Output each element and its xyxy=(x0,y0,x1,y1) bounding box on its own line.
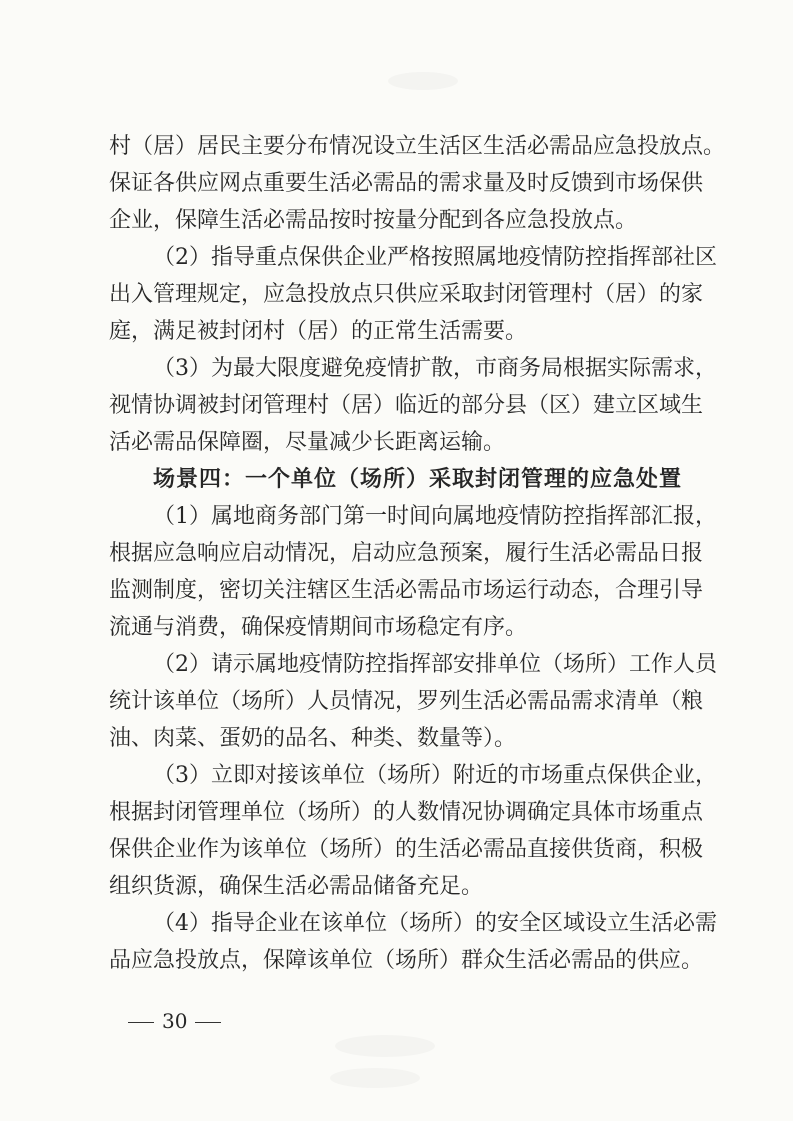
text-line-3: 企业，保障生活必需品按时按量分配到各应急投放点。 xyxy=(109,208,638,233)
scan-mark xyxy=(388,72,458,90)
text-line-7: （3）为最大限度避免疫情扩散，市商务局根据实际需求， xyxy=(153,356,717,381)
text-line-17: 油、肉菜、蛋奶的品名、种类、数量等）。 xyxy=(109,726,517,751)
text-line-13: 监测制度，密切关注辖区生活必需品市场运行动态，合理引导 xyxy=(109,578,704,603)
page-number-value: 30 xyxy=(162,1009,188,1033)
text-line-6: 庭，满足被封闭村（居）的正常生活需要。 xyxy=(109,319,528,344)
text-line-14: 流通与消费，确保疫情期间市场稳定有序。 xyxy=(109,615,528,640)
body-text xyxy=(109,128,726,979)
text-line-4: （2）指导重点保供企业严格按照属地疫情防控指挥部社区 xyxy=(153,245,717,270)
text-line-20: 保供企业作为该单位（场所）的生活必需品直接供货商，积极 xyxy=(109,837,704,862)
section-heading: 场景四：一个单位（场所）采取封闭管理的应急处置 xyxy=(153,467,683,492)
scan-mark xyxy=(330,1068,420,1088)
scan-mark xyxy=(335,1035,435,1057)
text-line-1: 村（居）居民主要分布情况设立生活区生活必需品应急投放点。 xyxy=(109,134,726,159)
text-line-18: （3）立即对接该单位（场所）附近的市场重点保供企业， xyxy=(153,763,717,788)
text-line-12: 根据应急响应启动情况，启动应急预案，履行生活必需品日报 xyxy=(109,541,704,566)
page-number-right-dash xyxy=(195,1022,221,1023)
text-line-5: 出入管理规定，应急投放点只供应采取封闭管理村（居）的家 xyxy=(109,282,704,307)
text-line-2: 保证各供应网点重要生活必需品的需求量及时反馈到市场保供 xyxy=(109,171,704,196)
page-number-left-dash xyxy=(128,1022,154,1023)
text-line-21: 组织货源，确保生活必需品储备充足。 xyxy=(109,874,484,899)
text-line-16: 统计该单位（场所）人员情况，罗列生活必需品需求清单（粮 xyxy=(109,689,704,714)
text-line-9: 活必需品保障圈，尽量减少长距离运输。 xyxy=(109,430,506,455)
text-line-8: 视情协调被封闭管理村（居）临近的部分县（区）建立区域生 xyxy=(109,393,704,418)
text-line-15: （2）请示属地疫情防控指挥部安排单位（场所）工作人员 xyxy=(153,652,717,677)
text-line-22: （4）指导企业在该单位（场所）的安全区域设立生活必需 xyxy=(153,911,717,936)
text-line-23: 品应急投放点，保障该单位（场所）群众生活必需品的供应。 xyxy=(109,948,704,973)
text-line-11: （1）属地商务部门第一时间向属地疫情防控指挥部汇报， xyxy=(153,504,717,529)
text-line-19: 根据封闭管理单位（场所）的人数情况协调确定具体市场重点 xyxy=(109,800,704,825)
page-number xyxy=(120,1004,229,1038)
